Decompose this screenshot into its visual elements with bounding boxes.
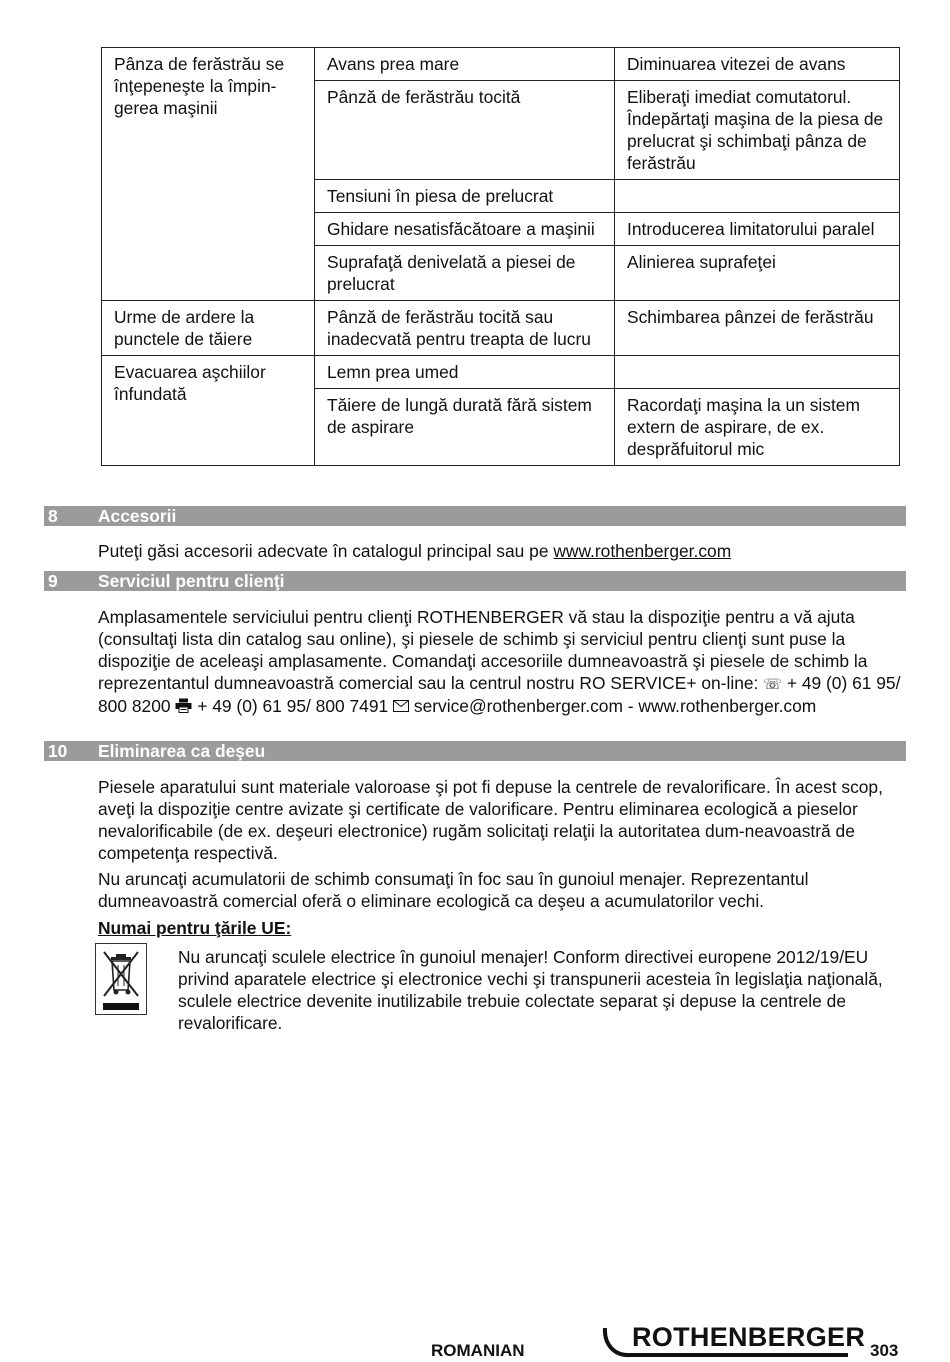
disposal-paragraph: Piesele aparatului sunt materiale valoroase şi pot fi depuse la centrele de revalorificare. În acest scop, aveţi la dispoziţie centre avizate şi certificate de valorificare. Pentru eliminarea ecologică a pieselor nevalorificabile (de ex. deşeuri electronice) rugăm solicitaţi relaţii la autoritatea dum-neavoastră de competenţa respectivă. xyxy=(98,777,883,863)
section-title: Accesorii xyxy=(98,506,177,526)
section-title: Serviciul pentru clienţi xyxy=(98,571,285,591)
service-email[interactable]: service@rothenberger.com - xyxy=(413,696,634,716)
crossed-out-wheelie-bin-icon xyxy=(95,943,147,1015)
footer-language: ROMANIAN xyxy=(431,1341,525,1360)
cause-cell: Ghidare nesatisfăcătoare a maşinii xyxy=(315,213,615,246)
phone-number: + 49 (0) 61 95/ 800 8200 xyxy=(98,673,901,716)
envelope-icon xyxy=(393,700,409,712)
phone-icon: ☏ xyxy=(763,675,782,693)
remedy-cell: Alinierea suprafeţei xyxy=(615,246,900,301)
cause-cell: Lemn prea umed xyxy=(315,356,615,389)
cause-cell: Tensiuni în piesa de prelucrat xyxy=(315,180,615,213)
remedy-cell: Eliberaţi imediat comutatorul. Îndepărtaţi maşina de la piesa de prelucrat şi schimbaţi pânza de ferăstrău xyxy=(615,81,900,180)
section-number: 10 xyxy=(48,741,68,761)
eu-only-heading: Numai pentru ţările UE: xyxy=(98,918,292,938)
service-website[interactable]: www.rothenberger.com xyxy=(638,696,817,716)
remedy-cell xyxy=(615,356,900,389)
accessories-paragraph xyxy=(98,540,903,562)
section-heading-accessories xyxy=(44,506,906,526)
problem-cell: Urme de ardere la punctele de tăiere xyxy=(102,301,315,356)
table-row xyxy=(102,48,900,81)
fax-icon xyxy=(175,698,192,713)
remedy-cell: Schimbarea pânzei de ferăstrău xyxy=(615,301,900,356)
section-title: Eliminarea ca deşeu xyxy=(98,741,266,761)
customer-service-paragraph xyxy=(98,606,903,717)
remedy-cell: Racordaţi maşina la un sistem extern de aspirare, de ex. desprăfuitorul mic xyxy=(615,389,900,466)
table-row xyxy=(102,301,900,356)
cause-cell: Suprafaţă denivelată a piesei de prelucrat xyxy=(315,246,615,301)
table-row xyxy=(102,356,900,389)
cause-cell: Pânză de ferăstrău tocită sau inadecvată pentru treapta de lucru xyxy=(315,301,615,356)
weee-notice: Nu aruncaţi sculele electrice în gunoiul menajer! Conform directivei europene 2012/19/EU privind aparatele electrice şi electronice vechi şi transpunerii acesteia în legislaţia naţională, sculele electrice devenite inutilizabile trebuie colectate separat şi depuse la centrele de revalorificare. xyxy=(178,947,883,1033)
cause-cell: Pânză de ferăstrău tocită xyxy=(315,81,615,180)
fax-number: + 49 (0) 61 95/ 800 7491 xyxy=(197,696,389,716)
section-number: 9 xyxy=(48,571,58,591)
section-heading-customer-service xyxy=(44,571,906,591)
remedy-cell: Diminuarea vitezei de avans xyxy=(615,48,900,81)
section-heading-disposal xyxy=(44,741,906,761)
section-number: 8 xyxy=(48,506,58,526)
accessories-text: Puteţi găsi accesorii adecvate în catalogul principal sau pe xyxy=(98,541,554,561)
battery-disposal-paragraph: Nu aruncaţi acumulatorii de schimb consumaţi în foc sau în gunoiul menajer. Reprezentantul dumneavoastră comercial oferă o eliminare ecologică ca deşeu a acumulatorilor vechi. xyxy=(98,869,809,911)
page-number: 303 xyxy=(870,1341,899,1360)
rothenberger-website-link[interactable]: www.rothenberger.com xyxy=(553,541,732,561)
cause-cell: Tăiere de lungă durată fără sistem de aspirare xyxy=(315,389,615,466)
cause-cell: Avans prea mare xyxy=(315,48,615,81)
troubleshooting-table xyxy=(101,47,900,466)
brand-wordmark: ROTHENBERGER xyxy=(632,1322,866,1352)
customer-service-text: Amplasamentele serviciului pentru clienţi ROTHENBERGER vă stau la dispoziţie pentru a vă ajuta (consultaţi lista din catalog sau online), şi piesele de schimb şi serviciul pentru clienţi sunt puse la dispoziţie de aceleaşi amplasamente. Comandaţi accesoriile dumneavoastră şi piesele de schimb la reprezentantul dumneavoastră comercial sau la centrul nostru RO SERVICE+ on-line: xyxy=(98,607,868,693)
remedy-cell xyxy=(615,180,900,213)
problem-cell: Pânza de ferăstrău se înţepeneşte la împin-gerea maşinii xyxy=(102,48,315,301)
remedy-cell: Introducerea limitatorului paralel xyxy=(615,213,900,246)
problem-cell: Evacuarea aşchiilor înfundată xyxy=(102,356,315,466)
